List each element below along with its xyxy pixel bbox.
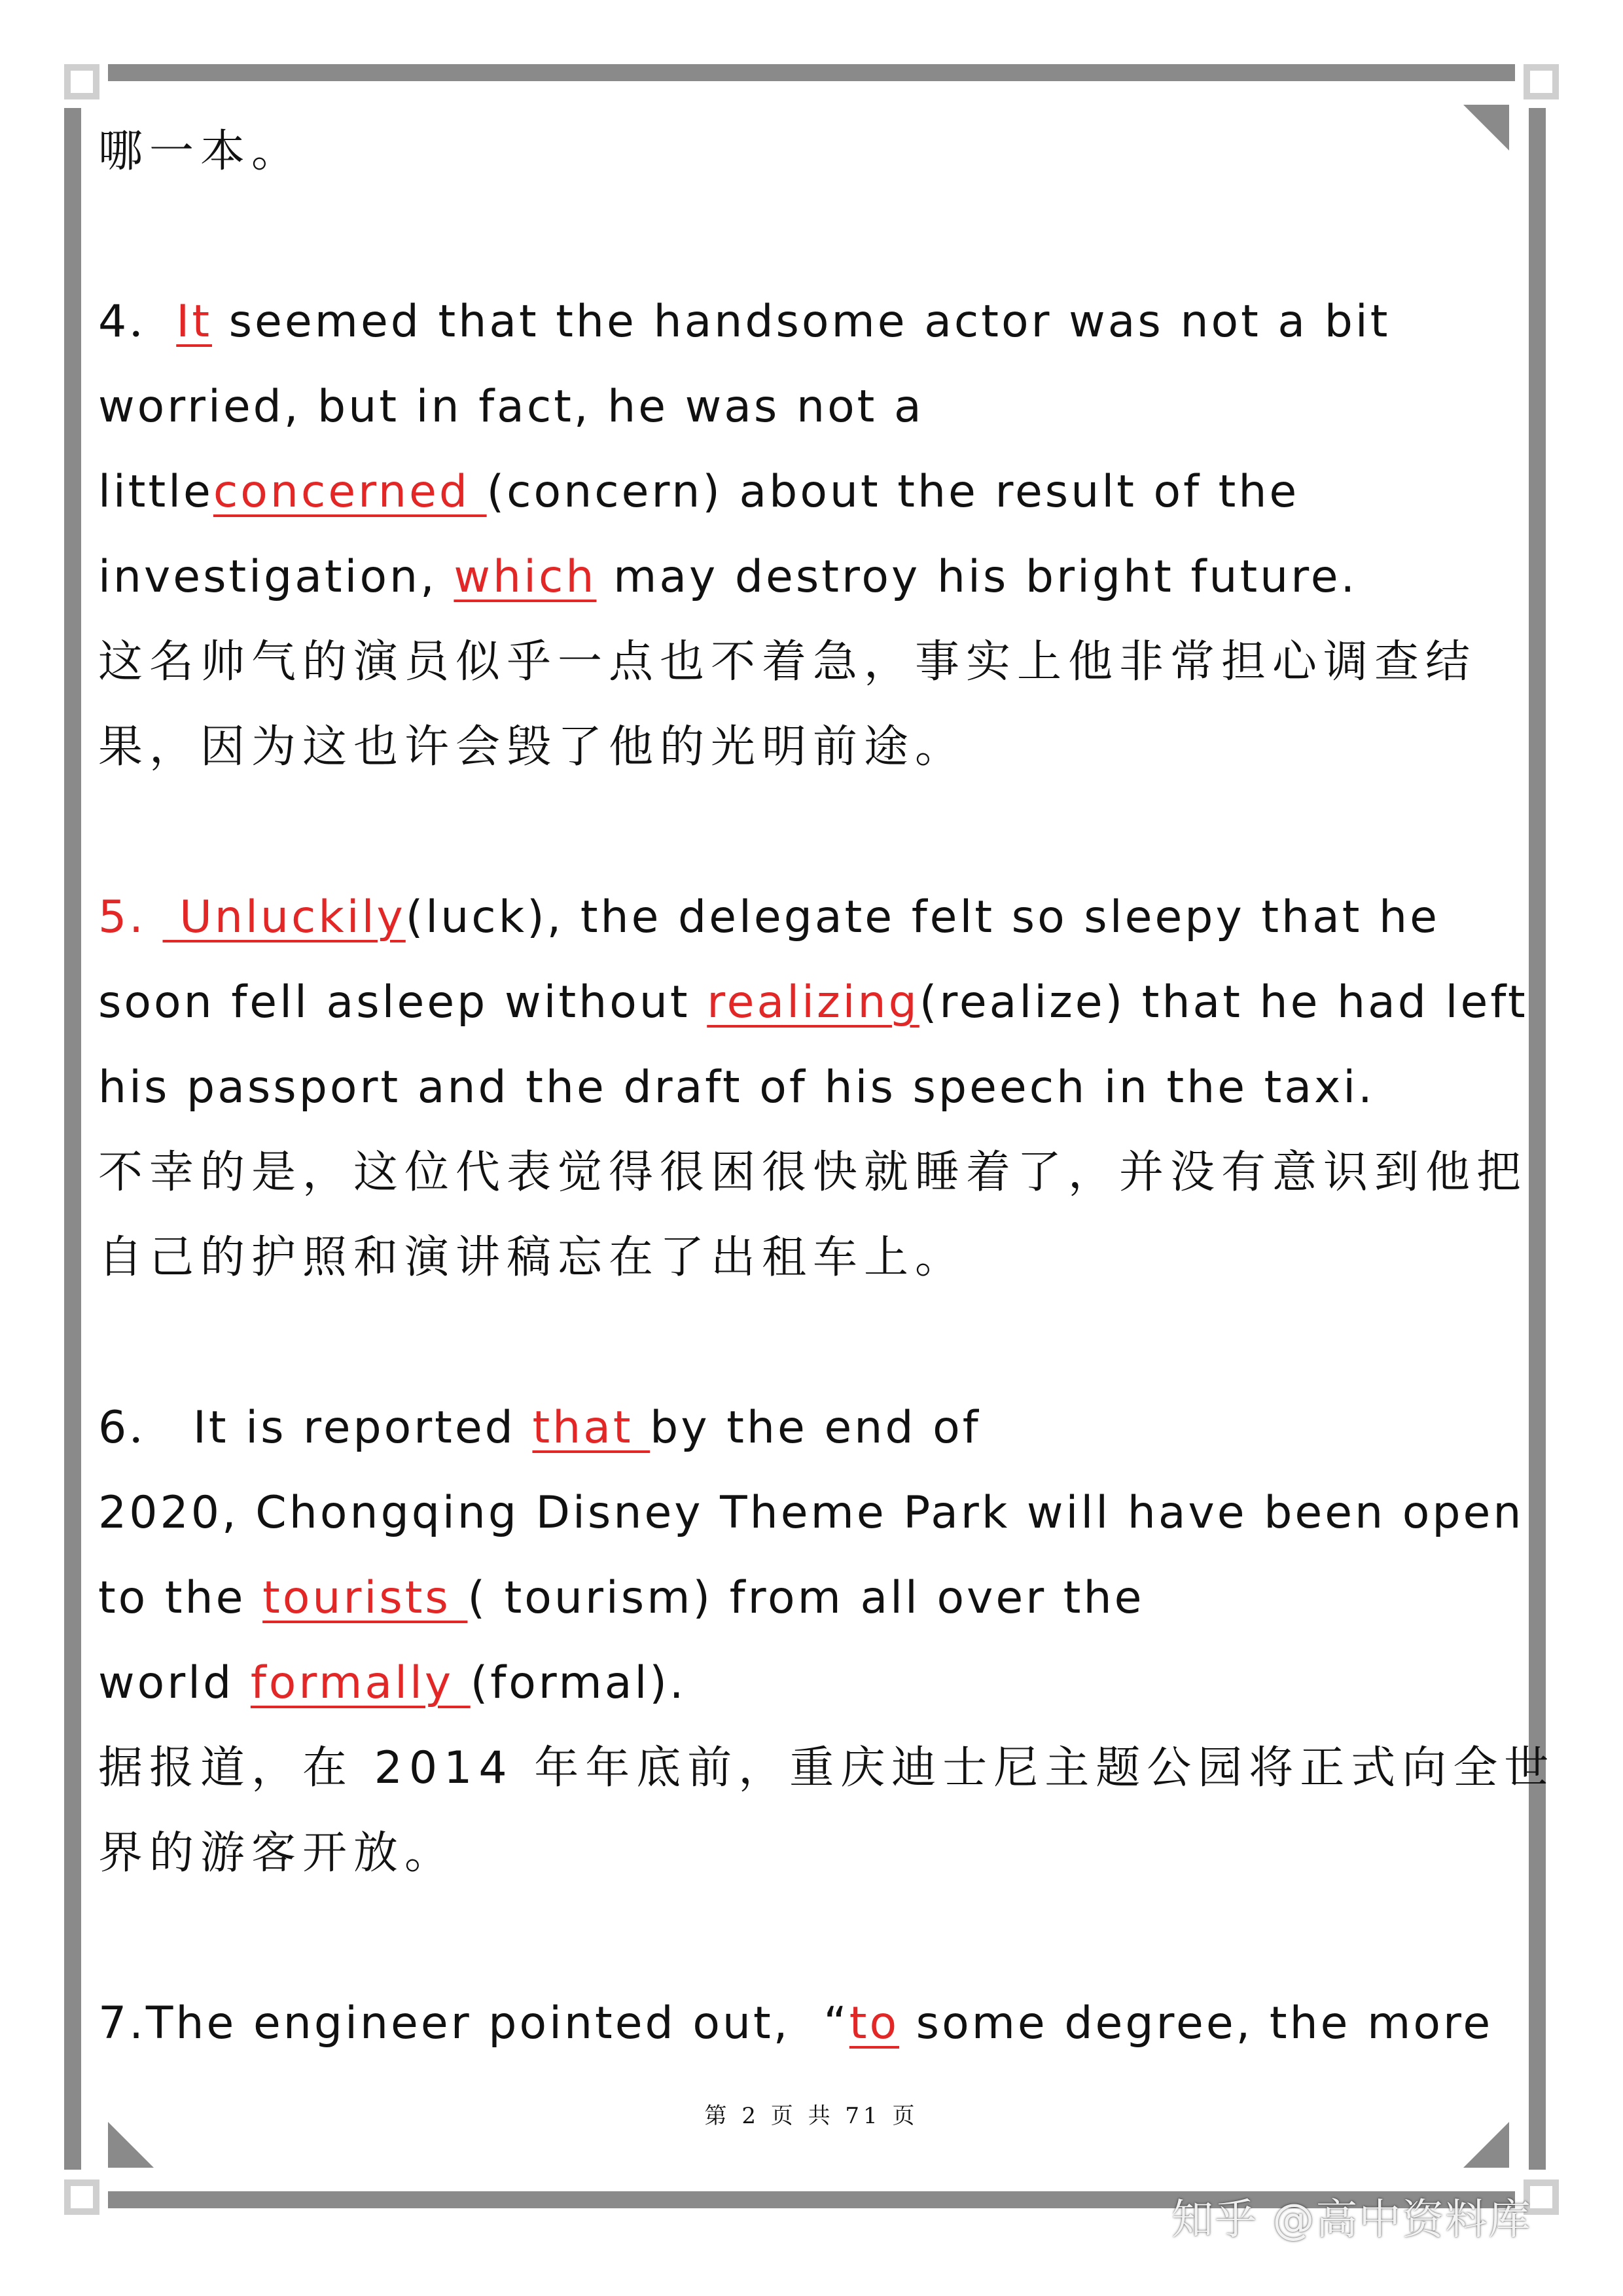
question-6-line-2: 2020, Chongqing Disney Theme Park will have been open [98, 1487, 1524, 1539]
text: (concern) about the result of the [486, 466, 1300, 518]
frame-corner-top-right [1524, 64, 1559, 99]
answer-blank: realizing [707, 977, 919, 1028]
frame-triangle-top-right [1463, 105, 1509, 151]
page-number-footer: 第 2 页 共 71 页 [704, 2103, 919, 2129]
question-5-line-3: his passport and the draft of his speech in the taxi. [98, 1062, 1375, 1113]
text: (formal). [470, 1657, 687, 1709]
text: soon fell asleep without [98, 977, 707, 1028]
text: investigation, [98, 551, 454, 603]
question-number: 5. [98, 891, 163, 943]
question-7-line-1 [98, 1991, 1493, 2056]
text: world [98, 1657, 251, 1709]
question-5-line-1 [98, 885, 1440, 950]
watermark: 知乎 @高中资料库 [1171, 2196, 1532, 2244]
question-4-line-2: worried, but in fact, he was not a [98, 381, 924, 433]
question-5-translation-2: 自己的护照和演讲稿忘在了出租车上。 [98, 1232, 967, 1283]
question-6-line-4 [98, 1651, 687, 1716]
frame-corner-top-left [64, 64, 99, 99]
question-4-line-3 [98, 459, 1299, 525]
text: (luck), the delegate felt so sleepy that he [405, 891, 1440, 943]
text: little [98, 466, 213, 518]
answer-blank: which [454, 551, 597, 603]
text-line: 哪一本。 [98, 126, 303, 177]
answer-blank: to [849, 1998, 900, 2049]
answer-blank: tourists [262, 1572, 468, 1624]
text: by the end of [650, 1402, 981, 1454]
question-4-translation-2: 果，因为这也许会毁了他的光明前途。 [98, 721, 967, 773]
frame-corner-bottom-left [64, 2179, 99, 2215]
text: 7.The engineer pointed out, “ [98, 1998, 849, 2049]
question-6-line-3 [98, 1566, 1144, 1631]
frame-right [1529, 108, 1546, 2170]
text: may destroy his bright future. [596, 551, 1358, 603]
answer-blank: concerned [213, 466, 487, 518]
answer-blank: formally [250, 1657, 471, 1709]
question-6-translation-2: 界的游客开放。 [98, 1827, 456, 1879]
frame-top [108, 64, 1515, 81]
text: 6． It is reported [98, 1402, 533, 1454]
text: seemed that the handsome actor was not a bit [211, 296, 1391, 348]
answer-blank: Unluckily [162, 891, 406, 943]
question-4-line-4 [98, 545, 1357, 610]
text: some degree, the more [899, 1998, 1493, 2049]
text: to the [98, 1572, 263, 1624]
question-4-line-1 [98, 289, 1390, 355]
answer-blank: It [176, 296, 212, 348]
frame-left [64, 108, 81, 2170]
question-6-translation-1: 据报道，在 2014 年年底前，重庆迪士尼主题公园将正式向全世 [98, 1742, 1556, 1794]
question-number: 4． [98, 296, 177, 348]
text: (realize) that he had left [919, 977, 1528, 1028]
question-5-line-2 [98, 970, 1528, 1035]
question-4-translation-1: 这名帅气的演员似乎一点也不着急，事实上他非常担心调查结 [98, 636, 1477, 688]
text: ( tourism) from all over the [467, 1572, 1145, 1624]
question-6-line-1 [98, 1395, 981, 1461]
answer-blank: that [532, 1402, 651, 1454]
question-5-translation-1: 不幸的是，这位代表觉得很困很快就睡着了，并没有意识到他把 [98, 1147, 1528, 1198]
